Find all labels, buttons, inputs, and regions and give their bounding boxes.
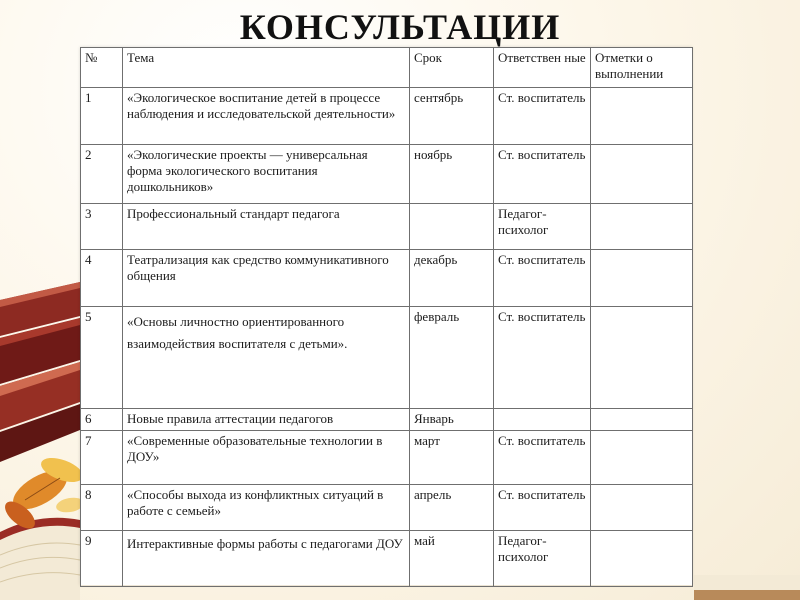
table-header-row [81,48,693,88]
row-topic: Интерактивные формы работы с педагогами ДОУ [123,531,410,587]
page-title: КОНСУЛЬТАЦИИ [239,7,561,47]
row-responsible: Ст. воспитатель [494,145,591,204]
row-term: апрель [410,485,494,531]
row-topic: «Основы личностно ориентированного взаимодействия воспитателя с детьми». [123,307,410,409]
table-row [81,204,693,250]
row-notes [591,431,693,485]
row-term [410,204,494,250]
row-responsible: Ст. воспитатель [494,431,591,485]
row-number: 2 [81,145,123,204]
row-topic: «Современные образовательные технологии в ДОУ» [123,431,410,485]
row-notes [591,485,693,531]
row-notes [591,531,693,587]
row-term: ноябрь [410,145,494,204]
row-responsible: Ст. воспитатель [494,485,591,531]
consultation-table [80,47,693,587]
column-header-topic: Тема [123,48,410,88]
row-responsible [494,409,591,431]
column-header-number: № [81,48,123,88]
row-topic: Новые правила аттестации педагогов [123,409,410,431]
table-row [81,88,693,145]
row-number: 9 [81,531,123,587]
row-number: 5 [81,307,123,409]
table-row [81,531,693,587]
row-topic: Театрализация как средство коммуникативного общения [123,250,410,307]
row-term: сентябрь [410,88,494,145]
row-topic: Профессиональный стандарт педагога [123,204,410,250]
row-term: март [410,431,494,485]
table-row [81,485,693,531]
row-topic: «Экологическое воспитание детей в процессе наблюдения и исследовательской деятельности» [123,88,410,145]
row-responsible: Ст. воспитатель [494,88,591,145]
row-notes [591,250,693,307]
table-row [81,145,693,204]
row-topic: «Способы выхода из конфликтных ситуаций в работе с семьей» [123,485,410,531]
consultation-plan-sheet [80,47,692,585]
row-term: февраль [410,307,494,409]
row-number: 6 [81,409,123,431]
column-header-responsible: Ответствен ные [494,48,591,88]
row-number: 8 [81,485,123,531]
row-notes [591,145,693,204]
row-topic: «Экологические проекты — универсальная форма экологического воспитания дошкольников» [123,145,410,204]
row-responsible: Педагог-психолог [494,204,591,250]
column-header-term: Срок [410,48,494,88]
book-spines-left [0,282,80,462]
row-responsible: Ст. воспитатель [494,250,591,307]
row-number: 4 [81,250,123,307]
row-notes [591,88,693,145]
book-edge-right [694,575,800,600]
row-notes [591,409,693,431]
row-notes [591,307,693,409]
table-row [81,250,693,307]
row-term: Январь [410,409,494,431]
open-book-pages [0,518,80,600]
row-number: 1 [81,88,123,145]
table-row [81,307,693,409]
row-responsible: Педагог-психолог [494,531,591,587]
table-row [81,431,693,485]
column-header-notes: Отметки о выполнении [591,48,693,88]
row-responsible: Ст. воспитатель [494,307,591,409]
row-number: 3 [81,204,123,250]
row-number: 7 [81,431,123,485]
row-term: май [410,531,494,587]
row-term: декабрь [410,250,494,307]
table-row [81,409,693,431]
row-notes [591,204,693,250]
